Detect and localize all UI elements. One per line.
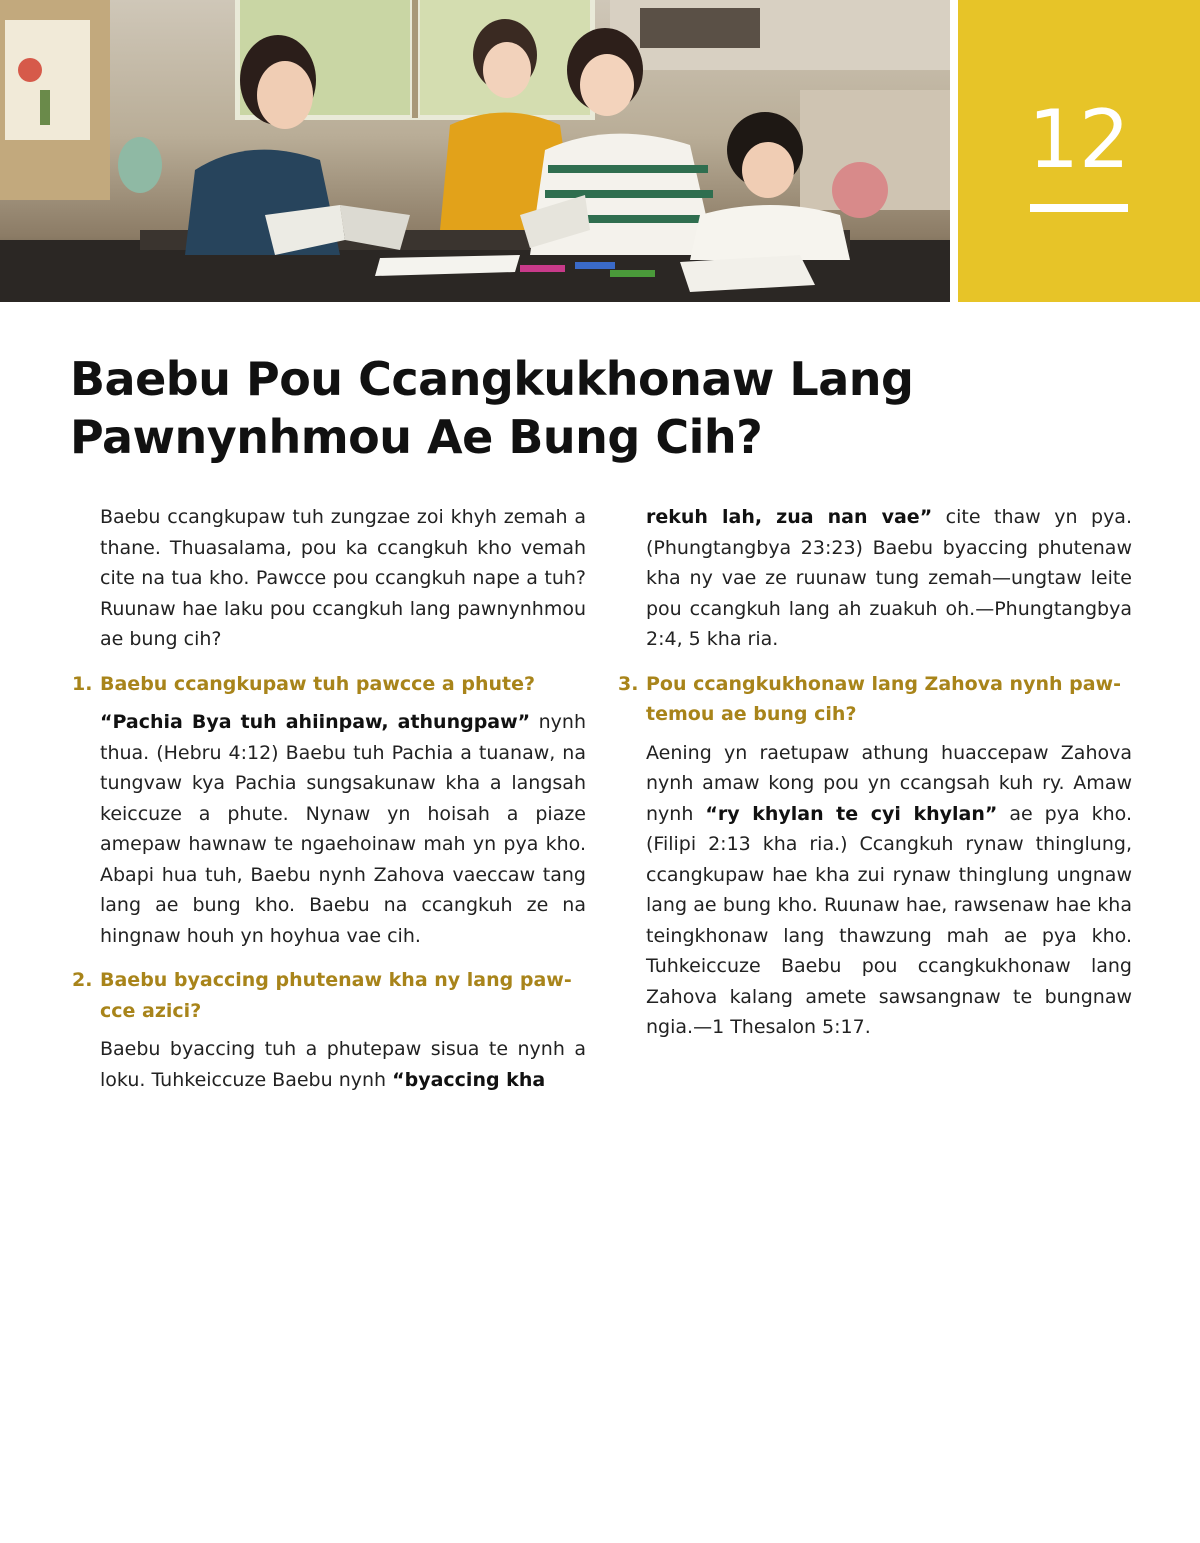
page-title-line-2: Pawnynhmou Ae Bung Cih? — [70, 410, 763, 464]
question-1 — [72, 669, 586, 700]
question-3-text-line-2: temou ae bung cih? — [646, 703, 857, 725]
chapter-badge — [958, 0, 1200, 302]
answer-1-paragraph — [72, 707, 586, 951]
answer-3-paragraph — [618, 738, 1132, 1043]
page-title-line-1: Baebu Pou Ccangkukhonaw Lang — [70, 352, 914, 406]
chapter-number-underline — [1030, 204, 1128, 212]
answer-2-bold-quote-end: rekuh lah, zua nan vae” — [646, 506, 933, 528]
answer-3-text-end: ae pya kho. (Filipi 2:13 kha ria.) Ccangkuh rynaw thinglung, ccangkupaw hae kha zui rynaw thinglung ungnaw lang ae bung kho. Ruunaw hae, rawsenaw hae kha teingkhonaw lang thawzung mah ae pya kho. Tuhkeiccuze Baebu pou ccangkukhonaw lang Zahova kalang amete sawsangnaw te bungnaw ngia.—1 Thesalon 5:17. — [646, 802, 1132, 1038]
left-column — [72, 502, 586, 1095]
question-2-text-line-2: cce azici? — [100, 999, 202, 1022]
question-3-number: 3. — [618, 672, 639, 695]
answer-2-text-start: Baebu byaccing tuh a phutepaw sisua te nynh a loku. Tuhkeiccuze Baebu nynh — [100, 1038, 586, 1091]
answer-2-paragraph-continued — [618, 502, 1132, 655]
question-2-text-line-1: Baebu byaccing phutenaw kha ny lang paw- — [100, 969, 572, 991]
answer-3-bold-quote: “ry khylan te cyi khylan” — [705, 802, 998, 825]
answer-1-bold-quote: “Pachia Bya tuh ahiinpaw, athungpaw” — [100, 711, 531, 733]
answer-2-paragraph-start — [72, 1034, 586, 1095]
question-3 — [618, 669, 1132, 730]
question-1-text: Baebu ccangkupaw tuh pawcce a phute? — [100, 672, 535, 695]
question-3-text-line-1: Pou ccangkukhonaw lang Zahova nynh paw- — [646, 672, 1121, 695]
family-studying-bible-photo — [0, 0, 950, 302]
page-title — [70, 350, 1130, 466]
question-2-number: 2. — [72, 969, 93, 991]
answer-3-text-start: Aening yn raetupaw athung huaccepaw Zahova nynh amaw kong pou yn ccangsah kuh ry. Amaw nynh — [646, 741, 1132, 825]
header-photo — [0, 0, 950, 302]
answer-2-text-end: cite thaw yn pya. (Phungtangbya 23:23) Baebu byaccing phutenaw kha ny vae ze ruunaw tung zemah—ungtaw leite pou ccangkuh lang ah zuakuh oh.—Phungtangbya 2:4, 5 kha ria. — [646, 506, 1132, 650]
right-column — [618, 502, 1132, 1043]
answer-2-bold-quote-start: “byaccing kha — [392, 1068, 546, 1091]
question-1-number: 1. — [72, 672, 93, 695]
chapter-number: 12 — [1028, 93, 1130, 186]
question-2 — [72, 965, 586, 1026]
answer-1-text: nynh thua. (Hebru 4:12) Baebu tuh Pachia a tuanaw, na tungvaw kya Pachia sungsakunaw kha a langsah keiccuze a phute. Nynaw yn hoisah a piaze amepaw hawnaw te ngaehoinaw mah yn pya kho. Abapi hua tuh, Baebu nynh Zahova vaeccaw tang lang ae bung kho. Baebu na ccangkuh ze na hingnaw houh yn hoyhua vae cih. — [100, 711, 586, 947]
intro-paragraph: Baebu ccangkupaw tuh zungzae zoi khyh zemah a thane. Thuasalama, pou ka ccangkuh kho vemah cite na tua kho. Pawcce pou ccangkuh nape a tuh? Ruunaw hae laku pou ccangkuh lang pawnynhmou ae bung cih? — [100, 506, 586, 650]
